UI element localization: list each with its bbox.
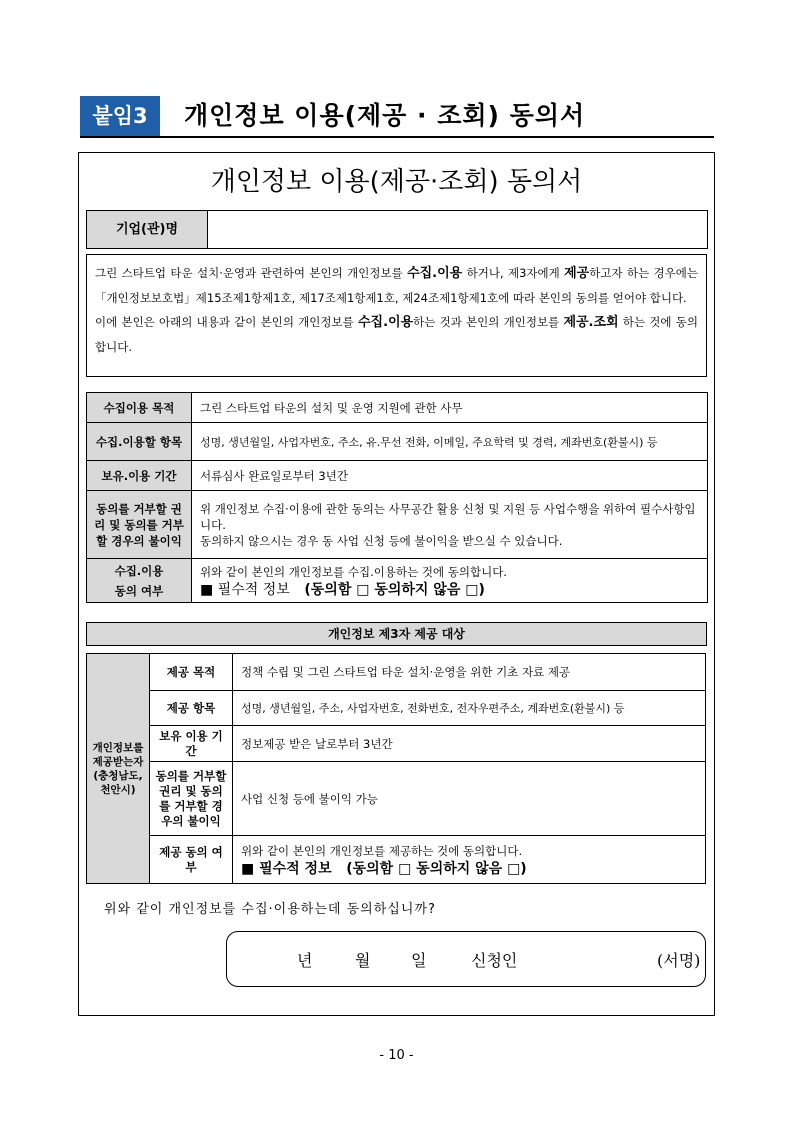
intro-paragraph-1: 그린 스타트업 타운 설치·운영과 관련하여 본인의 개인정보를 수집.이용 하거나, 제3자에게 제공하고자 하는 경우에는「개인정보보호법」제15조제1항제1호, 제17조제1항제1호, 제24조제1항제1호에 따라 본인의 동의를 얻어야 합니다.: [95, 266, 698, 305]
third-consent-label: 제공 동의 여부: [150, 836, 233, 884]
month-field[interactable]: 월: [355, 951, 371, 970]
intro-box: [86, 254, 707, 377]
page-title: 개인정보 이용(제공 · 조회) 동의서: [184, 101, 586, 130]
third-refuse-label: 동의를 거부할 권리 및 동의를 거부할 경우의 불이익: [150, 762, 233, 836]
consent-question: 위와 같이 개인정보를 수집·이용하는데 동의하십니까?: [104, 902, 436, 917]
collection-consent-label: 수집.이용 동의 여부: [87, 559, 192, 603]
appendix-badge: 붙임3: [80, 96, 160, 136]
third-period: 정보제공 받은 날로부터 3년간: [233, 726, 706, 762]
third-purpose: 정책 수립 및 그린 스타트업 타운 설치·운영을 위한 기초 자료 제공: [233, 654, 706, 691]
collection-required-info: ■ 필수적 정보: [200, 581, 290, 598]
year-field[interactable]: 년: [297, 951, 313, 970]
third-party-section-title: 개인정보 제3자 제공 대상: [86, 622, 707, 646]
third-refuse: 사업 신청 등에 불이익 가능: [233, 762, 706, 836]
collection-purpose-label: 수집이용 목적: [87, 393, 192, 423]
collection-refuse-label: 동의를 거부할 권리 및 동의를 거부할 경우의 불이익: [87, 491, 192, 559]
title-underline: [80, 136, 714, 138]
collection-table: [86, 392, 708, 603]
third-items-label: 제공 항목: [150, 691, 233, 726]
third-items: 성명, 생년월일, 주소, 사업자번호, 전화번호, 전자우편주소, 계좌번호(환불시) 등: [233, 691, 706, 726]
applicant-label: 신청인: [471, 951, 518, 970]
third-consent-text: 위와 같이 본인의 개인정보를 제공하는 것에 동의합니다.: [241, 843, 523, 858]
company-value[interactable]: [208, 211, 708, 249]
day-field[interactable]: 일: [411, 951, 427, 970]
third-required-info: ■ 필수적 정보: [241, 860, 332, 877]
third-consent-checkboxes[interactable]: (동의함 □ 동의하지 않음 □): [346, 860, 527, 877]
intro-paragraph-2: 이에 본인은 아래의 내용과 같이 본인의 개인정보를 수집.이용하는 것과 본인의 개인정보를 제공.조회 하는 것에 동의합니다.: [95, 315, 698, 354]
third-purpose-label: 제공 목적: [150, 654, 233, 691]
signature-label[interactable]: (서명): [657, 951, 701, 970]
third-period-label: 보유 이용 기간: [150, 726, 233, 762]
company-label: 기업(관)명: [87, 211, 208, 249]
collection-consent-checkboxes[interactable]: (동의함 □ 동의하지 않음 □): [304, 581, 485, 598]
form-title: 개인정보 이용(제공·조회) 동의서: [210, 167, 583, 197]
collection-items: 성명, 생년월일, 사업자번호, 주소, 유.무선 전화, 이메일, 주요학력 및 경력, 계좌번호(환불시) 등: [192, 423, 708, 461]
collection-refuse-line-2: 동의하지 않으시는 경우 동 사업 신청 등에 불이익을 받으실 수 있습니다.: [200, 533, 563, 548]
third-party-table: [86, 653, 706, 884]
collection-period-label: 보유.이용 기간: [87, 461, 192, 491]
company-table: [86, 210, 708, 249]
collection-period: 서류심사 완료일로부터 3년간: [192, 461, 708, 491]
collection-refuse: [192, 491, 708, 559]
signature-box[interactable]: [226, 931, 706, 987]
collection-consent-text: 위와 같이 본인의 개인정보를 수집.이용하는 것에 동의합니다.: [200, 564, 507, 579]
collection-refuse-line-1: 위 개인정보 수집·이용에 관한 동의는 사무공간 활용 신청 및 지원 등 사업수행을 위하여 필수사항입니다.: [200, 501, 696, 532]
page-number: - 10 -: [379, 1048, 414, 1063]
collection-items-label: 수집.이용할 항목: [87, 423, 192, 461]
recipient-label: 개인정보를 제공받는자 (충청남도, 천안시): [87, 654, 150, 884]
collection-purpose: 그린 스타트업 타운의 설치 및 운영 지원에 관한 사무: [192, 393, 708, 423]
third-consent: [233, 836, 706, 884]
collection-consent: [192, 559, 708, 603]
